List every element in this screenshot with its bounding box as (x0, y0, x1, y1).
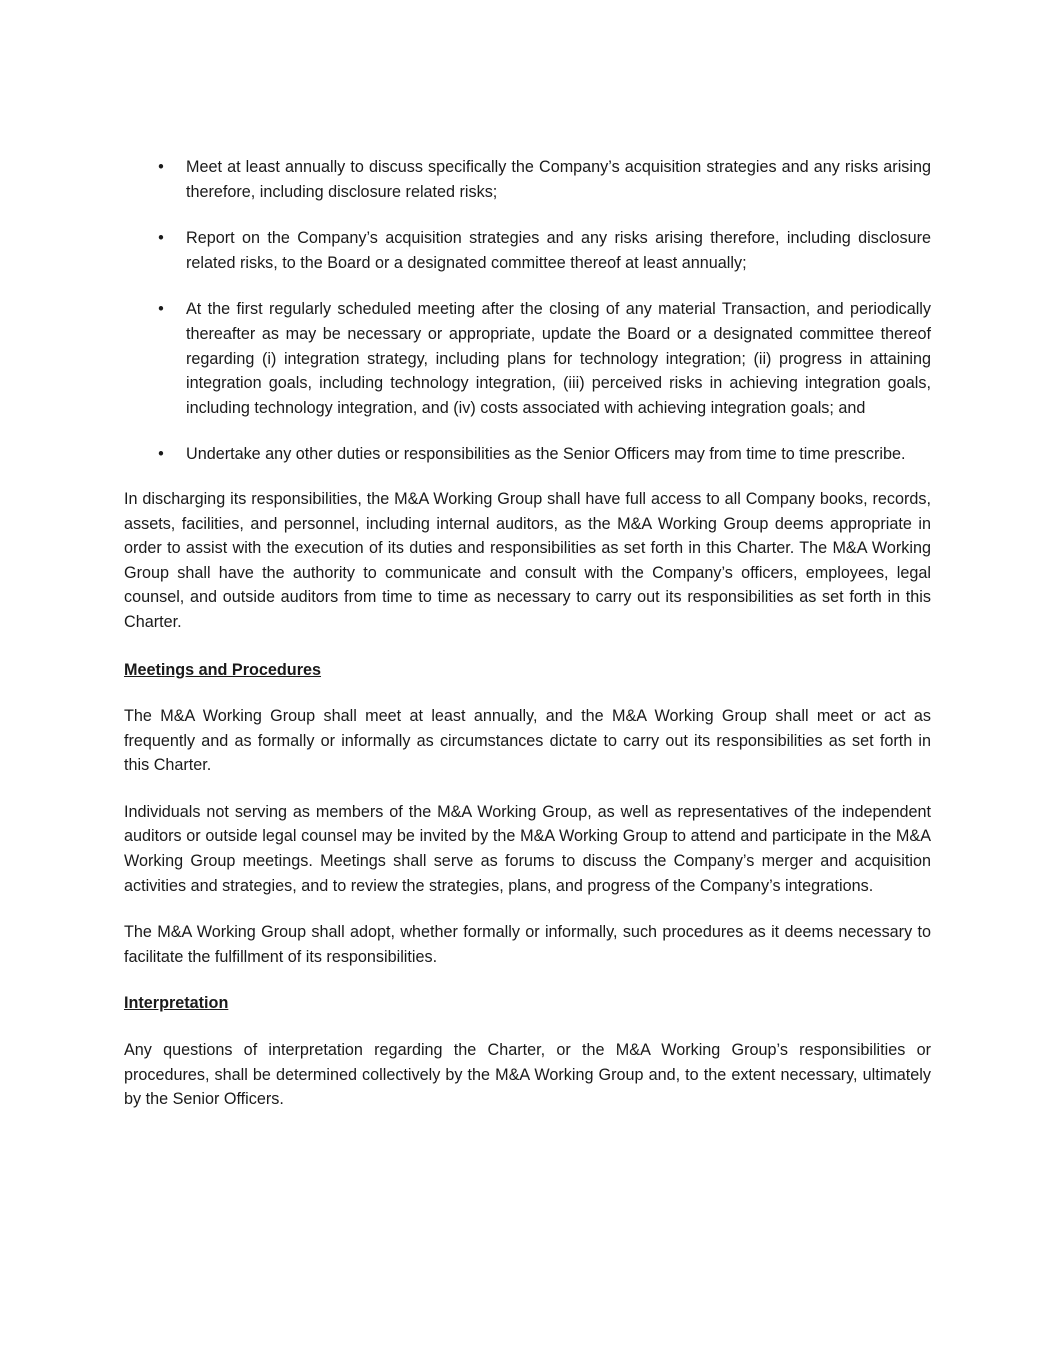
bullet-text: Undertake any other duties or responsibilities as the Senior Officers may from time to time prescribe. (186, 445, 906, 464)
bullet-text: At the first regularly scheduled meeting after the closing of any material Transaction, and periodically thereafter as may be necessary or appropriate, update the Board or a designated committee thereof regarding (i) integration strategy, including plans for technology integration; (ii) progress in attaining integration goals, including technology integration, (iii) perceived risks in achieving integration goals, including technology integration, and (iv) costs associated with achieving integration goals; and (186, 300, 931, 417)
interpretation-heading: Interpretation (124, 994, 229, 1013)
meetings-paragraph: The M&A Working Group shall adopt, whether formally or informally, such procedures as it deems necessary to facilitate the fulfillment of its responsibilities. (124, 923, 931, 966)
interpretation-paragraph: Any questions of interpretation regarding the Charter, or the M&A Working Group’s responsibilities or procedures, shall be determined collectively by the M&A Working Group and, to the extent necessary, ultimately by the Senior Officers. (124, 1041, 931, 1109)
duties-bullet-list (124, 155, 931, 467)
bullet-item (124, 226, 931, 275)
bullet-icon: • (158, 445, 164, 464)
bullet-text: Meet at least annually to discuss specifically the Company’s acquisition strategies and any risks arising therefore, including disclosure related risks; (186, 158, 931, 201)
bullet-icon: • (158, 300, 164, 319)
access-paragraph: In discharging its responsibilities, the M&A Working Group shall have full access to all Company books, records, assets, facilities, and personnel, including internal auditors, as the M&A Working Group deems appropriate in order to assist with the execution of its duties and responsibilities as set forth in this Charter. The M&A Working Group shall have the authority to communicate and consult with the Company’s officers, employees, legal counsel, and outside auditors from time to time as necessary to carry out its responsibilities as set forth in this Charter. (124, 489, 931, 631)
bullet-icon: • (158, 229, 164, 248)
meetings-paragraph: Individuals not serving as members of the M&A Working Group, as well as representatives of the independent auditors or outside legal counsel may be invited by the M&A Working Group to attend and participate in the M&A Working Group meetings. Meetings shall serve as forums to discuss the Company’s merger and acquisition activities and strategies, and to review the strategies, plans, and progress of the Company’s integrations. (124, 802, 931, 895)
bullet-text: Report on the Company’s acquisition strategies and any risks arising therefore, including disclosure related risks, to the Board or a designated committee thereof at least annually; (186, 229, 931, 272)
document-body (124, 155, 931, 1134)
meetings-paragraph: The M&A Working Group shall meet at least annually, and the M&A Working Group shall meet or act as frequently and as formally or informally as circumstances dictate to carry out its responsibilities as set forth in this Charter. (124, 707, 931, 775)
bullet-item (124, 442, 931, 467)
bullet-icon: • (158, 158, 164, 176)
meetings-heading: Meetings and Procedures (124, 660, 322, 679)
bullet-item (124, 297, 931, 420)
bullet-item (124, 155, 931, 204)
